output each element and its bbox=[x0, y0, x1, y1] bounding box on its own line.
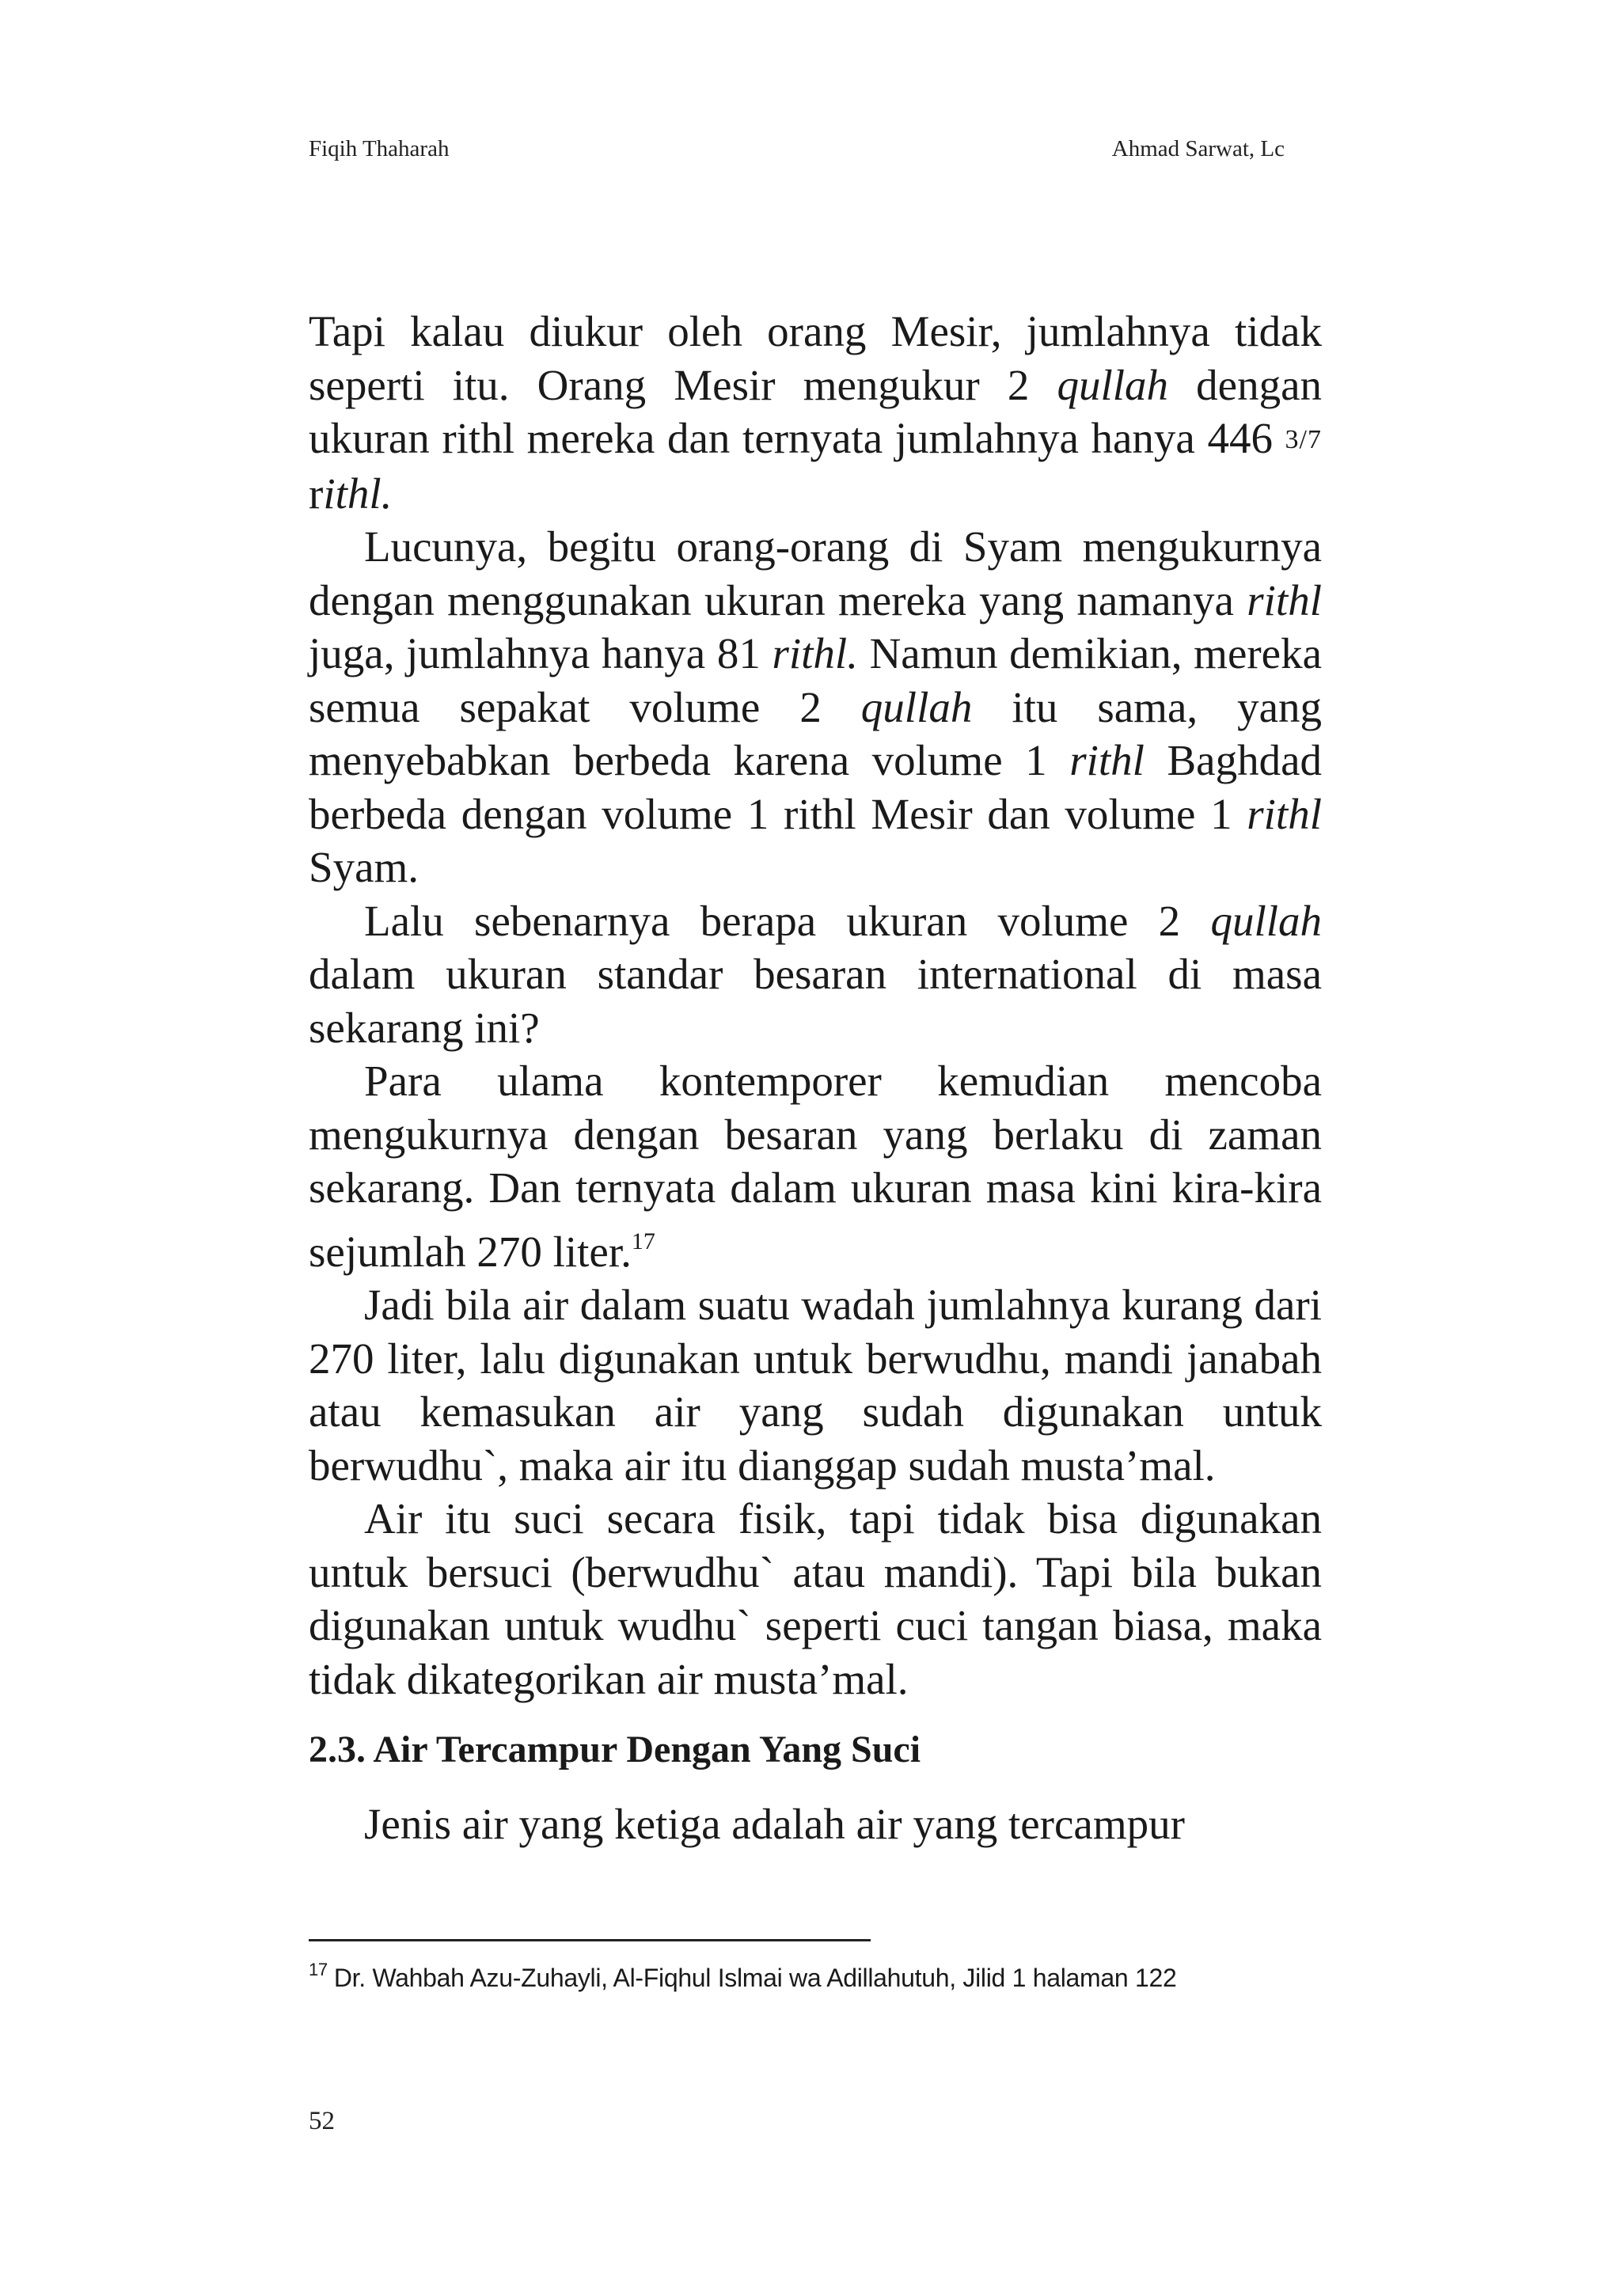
text-run: Namun demikian, mereka semua sepakat volume 2 bbox=[309, 629, 1322, 731]
italic-term: ithl. bbox=[323, 469, 393, 518]
paragraph-1 bbox=[309, 305, 1322, 520]
footnote-text: Dr. Wahbah Azu-Zuhayli, Al-Fiqhul Islmai wa Adillahutuh, Jilid 1 halaman 122 bbox=[333, 1964, 1177, 1992]
running-header bbox=[309, 136, 1285, 168]
fraction: 3/7 bbox=[1285, 425, 1322, 454]
paragraph-4 bbox=[309, 1054, 1322, 1278]
italic-term: rithl bbox=[1247, 575, 1322, 624]
italic-term: qullah bbox=[1057, 360, 1169, 409]
paragraph-2 bbox=[309, 520, 1322, 894]
page-number: 52 bbox=[309, 2107, 335, 2135]
text-run: dalam ukuran standar besaran international di masa sekarang ini? bbox=[309, 950, 1322, 1052]
italic-term: rithl. bbox=[772, 629, 858, 677]
header-author: Ahmad Sarwat, Lc bbox=[1111, 136, 1285, 161]
italic-term: qullah bbox=[1210, 896, 1322, 945]
footnote-reference[interactable]: 17 bbox=[631, 1228, 655, 1254]
footnote bbox=[309, 1960, 1338, 1993]
paragraph-7: Jenis air yang ketiga adalah air yang tercampur bbox=[364, 1799, 1185, 1848]
text-run: r bbox=[309, 469, 324, 518]
text-run: juga, jumlahnya hanya 81 bbox=[309, 629, 773, 677]
text-run: itu sama, yang menyebabkan berbeda karena volume 1 bbox=[309, 682, 1323, 784]
paragraph-3 bbox=[309, 894, 1322, 1055]
paragraph-6: Air itu suci secara fisik, tapi tidak bisa digunakan untuk bersuci (berwudhu` atau mandi). Tapi bila bukan digunakan untuk wudhu` seperti cuci tangan biasa, maka tidak dikategorikan air musta’mal. bbox=[309, 1494, 1322, 1703]
text-run: dengan ukuran rithl mereka dan ternyata jumlahnya hanya 446 bbox=[309, 360, 1323, 462]
section-heading: 2.3. Air Tercampur Dengan Yang Suci bbox=[309, 1729, 921, 1770]
text-run: Lucunya, begitu orang-orang di Syam mengukurnya dengan menggunakan ukuran mereka yang namanya bbox=[309, 522, 1322, 624]
header-book-title: Fiqih Thaharah bbox=[309, 136, 450, 161]
italic-term: qullah bbox=[860, 682, 973, 731]
footnote-divider bbox=[309, 1939, 871, 1941]
italic-term: rithl bbox=[1069, 736, 1145, 784]
body-text bbox=[309, 305, 1322, 1850]
text-run: Baghdad berbeda dengan volume 1 rithl Mesir dan volume 1 bbox=[309, 736, 1322, 838]
footnote-number: 17 bbox=[309, 1960, 328, 1979]
italic-term: rithl bbox=[1247, 789, 1322, 838]
text-run: Para ulama kontemporer kemudian mencoba mengukurnya dengan besaran yang berlaku di zaman sekarang. Dan ternyata dalam ukuran masa kini kira-kira sejumlah 270 liter. bbox=[309, 1057, 1322, 1276]
paragraph-5: Jadi bila air dalam suatu wadah jumlahnya kurang dari 270 liter, lalu digunakan untuk berwudhu, mandi janabah atau kemasukan air yang sudah digunakan untuk berwudhu`, maka air itu dianggap sudah musta’mal. bbox=[309, 1281, 1322, 1490]
text-run: Tapi kalau diukur oleh orang Mesir, jumlahnya tidak seperti itu. Orang Mesir mengukur 2 bbox=[309, 307, 1322, 409]
text-run: Lalu sebenarnya berapa ukuran volume 2 bbox=[364, 896, 1211, 945]
text-run: Syam. bbox=[309, 843, 419, 891]
